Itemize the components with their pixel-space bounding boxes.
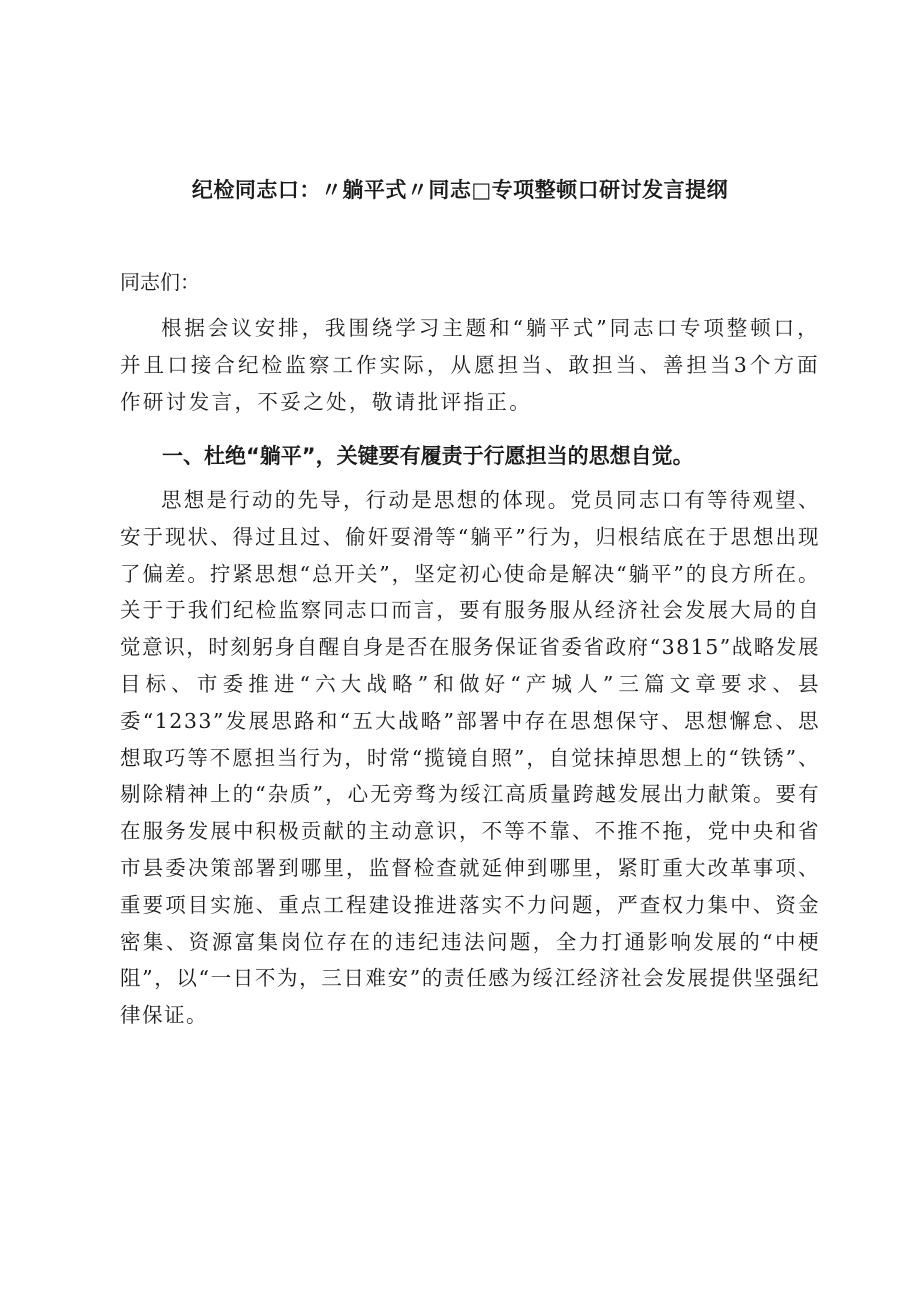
intro-paragraph: 根据会议安排，我围绕学习主题和“躺平式”同志口专项整顿口，并且口接合纪检监察工作实际，从愿担当、敢担当、善担当3个方面作研讨发言，不妥之处，敬请批评指正。: [120, 316, 820, 414]
document-title: 纪检同志口：〃躺平式〃同志□专项整顿口研讨发言提纲: [191, 178, 729, 202]
section-heading-1: 一、杜绝“躺平”，关键要有履责于行愿担当的思想自觉。: [162, 444, 694, 468]
salutation: 同志们：: [120, 270, 200, 294]
section-paragraph-1: 思想是行动的先导，行动是思想的体现。党员同志口有等待观望、安于现状、得过且过、偷奸耍滑等“躺平”行为，归根结底在于思想出现了偏差。拧紧思想“总开关”，坚定初心使命是解决“躺平”的良方所在。关于于我们纪检监察同志口而言，要有服务服从经济社会发展大局的自觉意识，时刻躬身自醒自身是否在服务保证省委省政府“3815”战略发展目标、市委推进“六大战略”和做好“产城人”三篇文章要求、县委“1233”发展思路和“五大战略”部署中存在思想保守、思想懈怠、思想取巧等不愿担当行为，时常“揽镜自照”，自觉抹掉思想上的“铁锈”、剔除精神上的“杂质”，心无旁骛为绥江高质量跨越发展出力献策。要有在服务发展中积极贡献的主动意识，不等不靠、不推不拖，党中央和省市县委决策部署到哪里，监督检查就延伸到哪里，紧盯重大改革事项、重要项目实施、重点工程建设推进落实不力问题，严查权力集中、资金密集、资源富集岗位存在的违纪违法问题，全力打通影响发展的“中梗阻”，以“一日不为，三日难安”的责任感为绥江经济社会发展提供坚强纪律保证。: [120, 488, 820, 1028]
